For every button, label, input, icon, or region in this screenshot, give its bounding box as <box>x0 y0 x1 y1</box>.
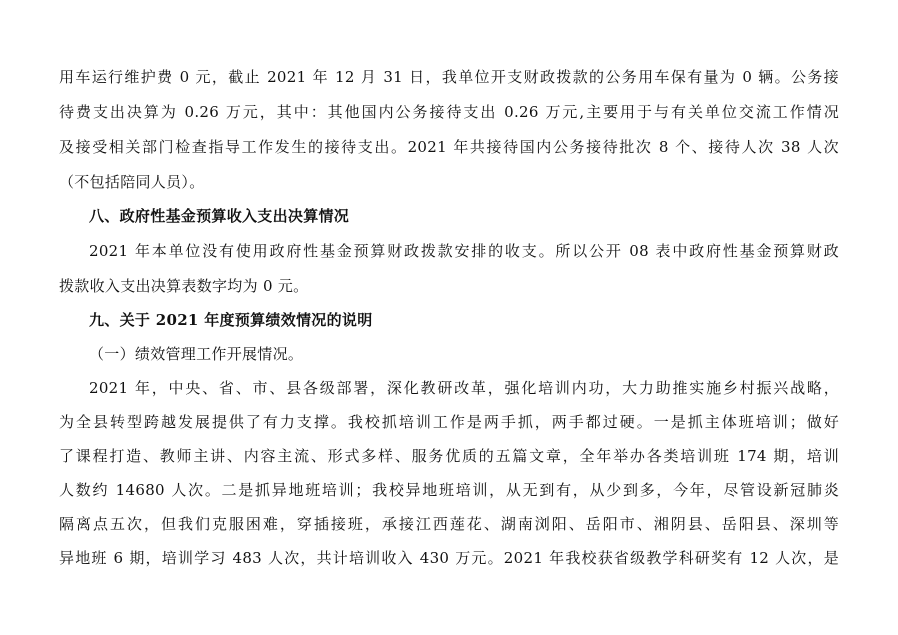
paragraph-1-line-2: 待费支出决算为 0.26 万元，其中：其他国内公务接待支出 0.26 万元,主要用于与有关单位交流工作情况 <box>59 103 839 121</box>
paragraph-3-line-1: 2021 年，中央、省、市、县各级部署，深化教研改革，强化培训内功，大力助推实施乡村振兴战略， <box>89 379 839 397</box>
paragraph-2-line-2: 拨款收入支出决算表数字均为 0 元。 <box>59 277 309 295</box>
paragraph-1-line-4: （不包括陪同人员）。 <box>59 173 205 191</box>
paragraph-3-line-4: 人数约 14680 人次。二是抓异地班培训；我校异地班培训，从无到有，从少到多，今年，尽管设新冠肺炎 <box>59 481 839 499</box>
paragraph-3-line-5: 隔离点五次，但我们克服困难，穿插接班，承接江西莲花、湖南浏阳、岳阳市、湘阴县、岳阳县、深圳等 <box>59 515 839 533</box>
paragraph-1-line-1: 用车运行维护费 0 元，截止 2021 年 12 月 31 日，我单位开支财政拨款的公务用车保有量为 0 辆。公务接 <box>59 68 839 86</box>
section-heading-8: 八、政府性基金预算收入支出决算情况 <box>89 207 350 225</box>
paragraph-1-line-3: 及接受相关部门检查指导工作发生的接待支出。2021 年共接待国内公务接待批次 8 个、接待人次 38 人次 <box>59 138 839 156</box>
subsection-heading-1: （一）绩效管理工作开展情况。 <box>89 345 304 363</box>
paragraph-3-line-6: 异地班 6 期，培训学习 483 人次，共计培训收入 430 万元。2021 年我校获省级教学科研奖有 12 人次，是 <box>59 549 839 567</box>
paragraph-3-line-2: 为全县转型跨越发展提供了有力支撑。我校抓培训工作是两手抓，两手都过硬。一是抓主体班培训；做好 <box>59 413 839 431</box>
paragraph-2-line-1: 2021 年本单位没有使用政府性基金预算财政拨款安排的收支。所以公开 08 表中政府性基金预算财政 <box>89 242 839 260</box>
paragraph-3-line-3: 了课程打造、教师主讲、内容主流、形式多样、服务优质的五篇文章，全年举办各类培训班 174 期，培训 <box>59 447 839 465</box>
section-heading-9: 九、关于 2021 年度预算绩效情况的说明 <box>89 311 373 329</box>
